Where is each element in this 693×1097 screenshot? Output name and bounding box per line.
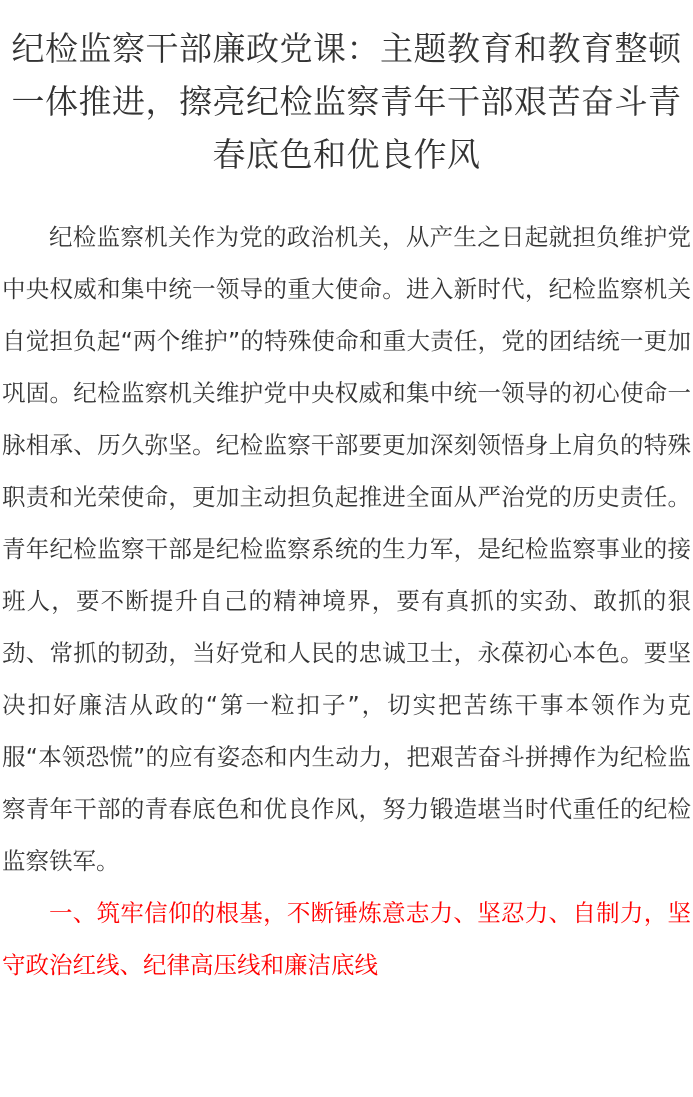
article-title: 纪检监察干部廉政党课：主题教育和教育整顿一体推进，擦亮纪检监察青年干部艰苦奋斗青春底色和优良作风 bbox=[11, 29, 682, 174]
section-heading: 一、筑牢信仰的根基，不断锤炼意志力、坚忍力、自制力，坚守政治红线、纪律高压线和廉洁底线 bbox=[2, 899, 691, 979]
body-paragraph: 纪检监察机关作为党的政治机关，从产生之日起就担负维护党中央权威和集中统一领导的重大使命。进入新时代，纪检监察机关自觉担负起“两个维护”的特殊使命和重大责任，党的团结统一更加巩固。纪检监察机关维护党中央权威和集中统一领导的初心使命一脉相承、历久弥坚。纪检监察干部要更加深刻领悟身上肩负的特殊职责和光荣使命，更加主动担负起推进全面从严治党的历史责任。青年纪检监察干部是纪检监察系统的生力军，是纪检监察事业的接班人，要不断提升自己的精神境界，要有真抓的实劲、敢抓的狠劲、常抓的韧劲，当好党和人民的忠诚卫士，永葆初心本色。要坚决扣好廉洁从政的“第一粒扣子”，切实把苦练干事本领作为克服“本领恐慌”的应有姿态和内生动力，把艰苦奋斗拼搏作为纪检监察青年干部的青春底色和优良作风，努力锻造堪当时代重任的纪检监察铁军。 bbox=[2, 223, 691, 875]
article-body bbox=[0, 211, 693, 991]
